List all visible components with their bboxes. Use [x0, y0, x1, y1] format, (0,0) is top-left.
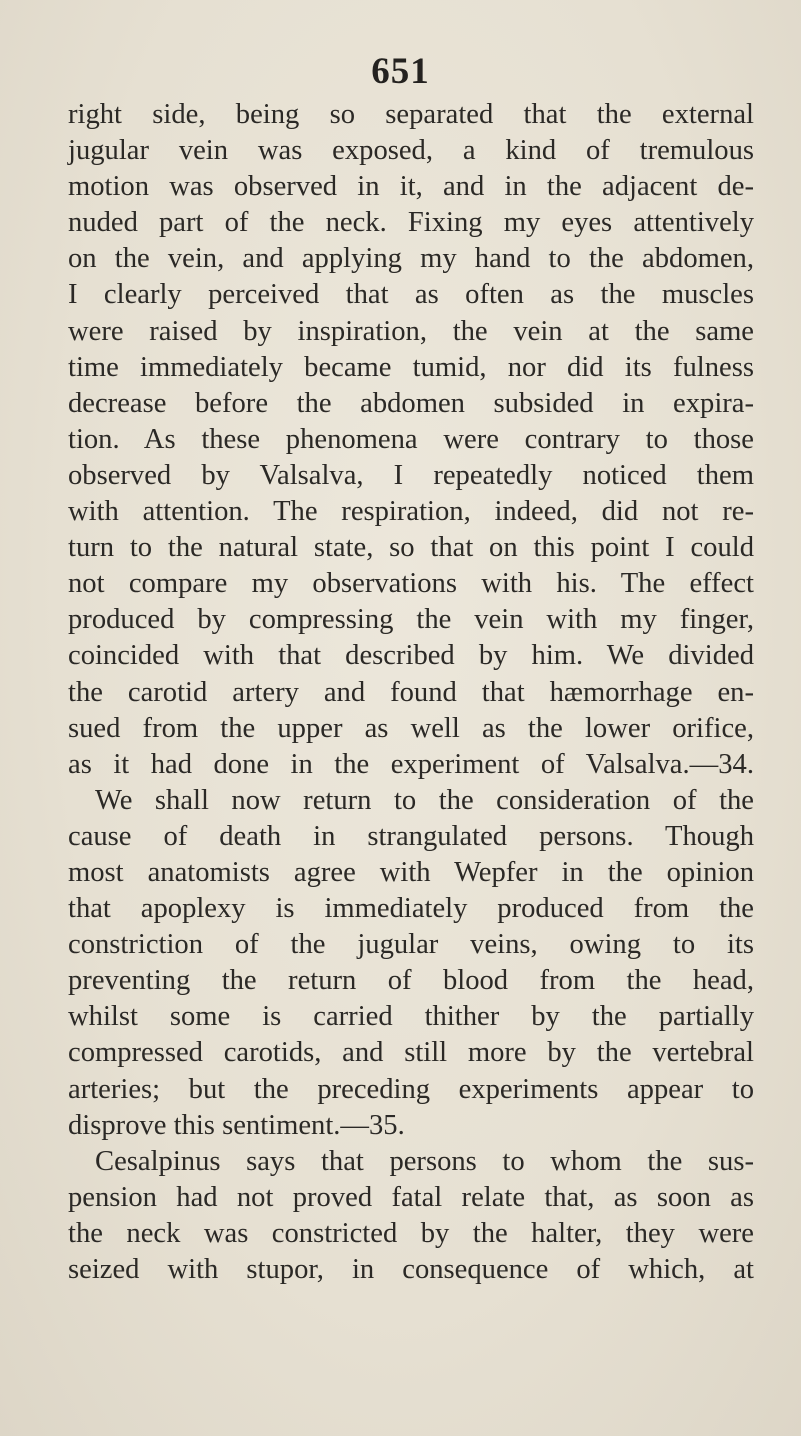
text-line: pension had not proved fatal relate that, as soon as: [68, 1181, 754, 1213]
text-line: that apoplexy is immediately produced from the: [68, 893, 754, 925]
text-line: time immediately became tumid, nor did its fulness: [68, 351, 754, 383]
text-line: preventing the return of blood from the head,: [68, 965, 754, 997]
text-line: sued from the upper as well as the lower orifice,: [68, 712, 754, 744]
text-line: as it had done in the experiment of Valsalva.—34.: [68, 748, 754, 780]
text-line: arteries; but the preceding experiments appear to: [68, 1073, 754, 1105]
page-number: 651: [371, 51, 430, 92]
body-text: [68, 97, 754, 1288]
text-line: turn to the natural state, so that on this point I could: [68, 532, 754, 564]
text-line: the carotid artery and found that hæmorrhage en-: [68, 676, 754, 708]
text-line: with attention. The respiration, indeed, did not re-: [68, 496, 754, 528]
text-line: seized with stupor, in consequence of which, at: [68, 1254, 754, 1285]
text-line: whilst some is carried thither by the partially: [68, 1001, 754, 1033]
text-line: I clearly perceived that as often as the muscles: [68, 279, 754, 311]
text-line: on the vein, and applying my hand to the abdomen,: [68, 243, 754, 275]
text-line: cause of death in strangulated persons. Though: [68, 820, 754, 852]
text-line: produced by compressing the vein with my finger,: [68, 604, 754, 636]
text-line: not compare my observations with his. The effect: [68, 568, 754, 600]
paragraph-end-line: disprove this sentiment.—35.: [68, 1109, 405, 1141]
text-line: motion was observed in it, and in the adjacent de-: [68, 171, 754, 203]
text-line: right side, being so separated that the external: [68, 99, 754, 130]
paragraph-start-line: We shall now return to the consideration of the: [95, 784, 754, 816]
text-line: decrease before the abdomen subsided in expira-: [68, 387, 754, 419]
text-line: nuded part of the neck. Fixing my eyes attentively: [68, 207, 754, 239]
text-line: compressed carotids, and still more by the vertebral: [68, 1037, 754, 1069]
text-line: tion. As these phenomena were contrary to those: [68, 423, 754, 455]
text-line: jugular vein was exposed, a kind of tremulous: [68, 135, 754, 167]
text-line: constriction of the jugular veins, owing to its: [68, 929, 754, 961]
text-line: most anatomists agree with Wepfer in the opinion: [68, 856, 754, 888]
text-line: the neck was constricted by the halter, they were: [68, 1217, 754, 1249]
text-line: observed by Valsalva, I repeatedly noticed them: [68, 459, 754, 491]
text-line: were raised by inspiration, the vein at the same: [68, 315, 754, 347]
paragraph-start-line: Cesalpinus says that persons to whom the sus-: [95, 1145, 754, 1177]
text-line: coincided with that described by him. We divided: [68, 640, 754, 672]
